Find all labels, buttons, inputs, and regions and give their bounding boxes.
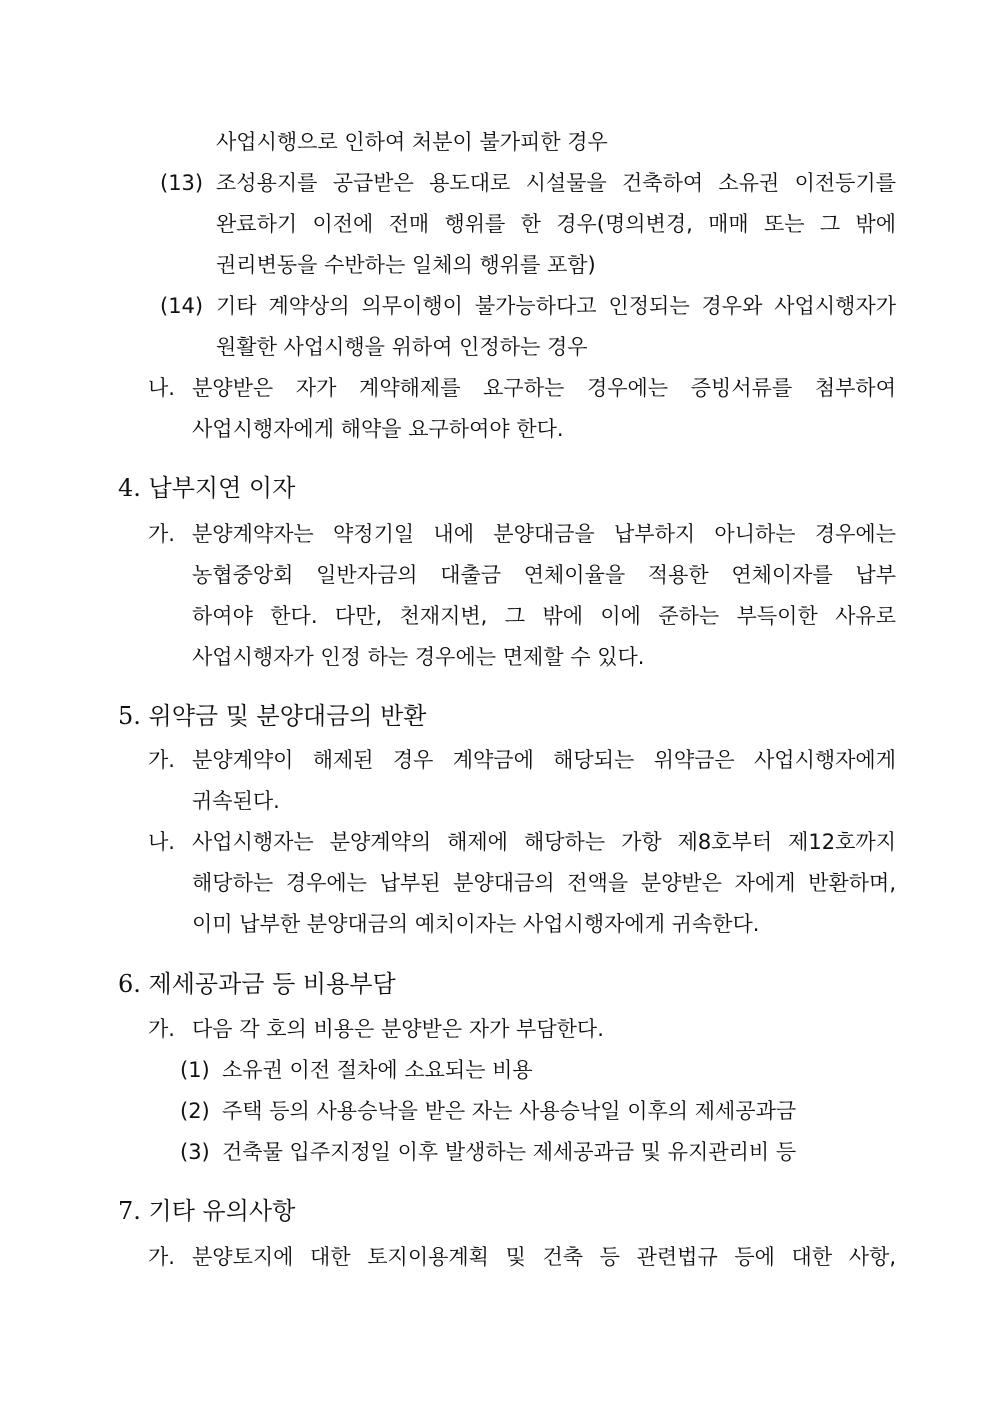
section-5-ga-line-1: 분양계약이 해제된 경우 계약금에 해당되는 위약금은 사업시행자에게: [192, 748, 896, 772]
section-4-ga-line-3: 하여야 한다. 다만, 천재지변, 그 밖에 이에 준하는 부득이한 사유로: [192, 604, 896, 628]
item-13-marker: (13): [160, 171, 204, 195]
item-na-line-1: 분양받은 자가 계약해제를 요구하는 경우에는 증빙서류를 첨부하여: [192, 376, 896, 400]
item-14-line-1: 기타 계약상의 의무이행이 불가능하다고 인정되는 경우와 사업시행자가: [216, 294, 896, 318]
item-14-marker: (14): [160, 294, 204, 318]
section-5-heading: 5. 위약금 및 분양대금의 반환: [118, 702, 427, 730]
section-6-sub-2-marker: (2): [180, 1099, 210, 1123]
section-6-ga-marker: 가.: [148, 1017, 175, 1041]
section-5-na-marker: 나.: [148, 830, 175, 854]
section-4-heading: 4. 납부지연 이자: [118, 474, 296, 502]
item-14-line-2: 원활한 사업시행을 위하여 인정하는 경우: [216, 335, 588, 359]
section-6-ga-line-1: 다음 각 호의 비용은 분양받은 자가 부담한다.: [192, 1017, 604, 1041]
item-13-line-3: 권리변동을 수반하는 일체의 행위를 포함): [216, 253, 596, 277]
section-4-ga-line-2: 농협중앙회 일반자금의 대출금 연체이율을 적용한 연체이자를 납부: [192, 563, 896, 587]
section-6-heading: 6. 제세공과금 등 비용부담: [118, 970, 396, 998]
section-5-na-line-1: 사업시행자는 분양계약의 해제에 해당하는 가항 제8호부터 제12호까지: [192, 830, 896, 854]
section-6-sub-2-text: 주택 등의 사용승낙을 받은 자는 사용승낙일 이후의 제세공과금: [222, 1099, 797, 1123]
section-6-sub-1-text: 소유권 이전 절차에 소요되는 비용: [222, 1058, 533, 1082]
section-5-ga-marker: 가.: [148, 748, 175, 772]
section-6-sub-3-text: 건축물 입주지정일 이후 발생하는 제세공과금 및 유지관리비 등: [222, 1140, 797, 1164]
continuation-line: 사업시행으로 인하여 처분이 불가피한 경우: [216, 130, 608, 154]
section-5-ga-line-2: 귀속된다.: [192, 789, 280, 813]
item-na-line-2: 사업시행자에게 해약을 요구하여야 한다.: [192, 417, 564, 441]
item-na-marker: 나.: [148, 376, 175, 400]
section-7-ga-line-1: 분양토지에 대한 토지이용계획 및 건축 등 관련법규 등에 대한 사항,: [192, 1245, 896, 1269]
item-13-line-2: 완료하기 이전에 전매 행위를 한 경우(명의변경, 매매 또는 그 밖에: [216, 212, 896, 236]
item-13-line-1: 조성용지를 공급받은 용도대로 시설물을 건축하여 소유권 이전등기를: [216, 171, 896, 195]
section-4-ga-marker: 가.: [148, 522, 175, 546]
section-5-na-line-2: 해당하는 경우에는 납부된 분양대금의 전액을 분양받은 자에게 반환하며,: [192, 871, 896, 895]
section-7-heading: 7. 기타 유의사항: [118, 1197, 296, 1225]
section-7-ga-marker: 가.: [148, 1245, 175, 1269]
section-6-sub-1-marker: (1): [180, 1058, 210, 1082]
section-6-sub-3-marker: (3): [180, 1140, 210, 1164]
section-4-ga-line-1: 분양계약자는 약정기일 내에 분양대금을 납부하지 아니하는 경우에는: [192, 522, 896, 546]
section-5-na-line-3: 이미 납부한 분양대금의 예치이자는 사업시행자에게 귀속한다.: [192, 912, 760, 936]
section-4-ga-line-4: 사업시행자가 인정 하는 경우에는 면제할 수 있다.: [192, 645, 645, 669]
